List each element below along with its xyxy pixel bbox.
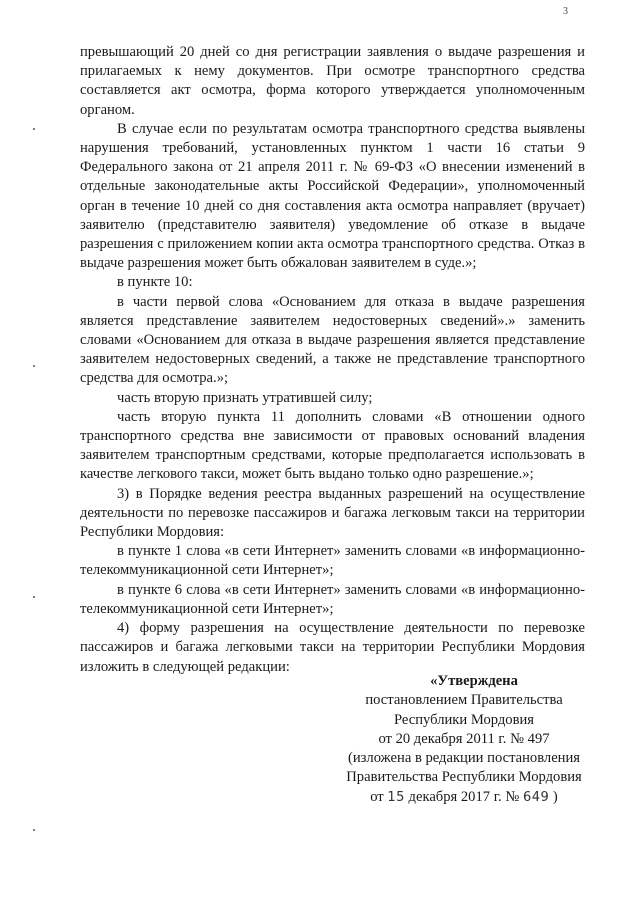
date-prefix: от (370, 788, 384, 805)
paragraph: 4) форму разрешения на осуществление деятельности по перевозке пассажиров и багажа легковыми такси на территории Республики Мордовия изложить в следующей редакции: (80, 620, 585, 675)
handwritten-day: 15 (387, 789, 405, 805)
approval-line: от 20 декабря 2011 г. № 497 (378, 730, 550, 747)
paragraph: в пункте 1 слова «в сети Интернет» заменить словами «в информационно-телекоммуникационной сети Интернет»; (80, 543, 585, 579)
paragraph: часть вторую признать утратившей силу; (117, 389, 373, 406)
date-suffix: ) (552, 788, 558, 805)
approval-line: (изложена в редакции постановления (347, 750, 581, 767)
paragraph: часть вторую пункта 11 дополнить словами «В отношении одного транспортного средства вне зависимости от правовых оснований владения заявителем транспортным средствами, которые предполагается использовать в качестве легкового такси, может быть выдано только одно разрешение.»; (80, 408, 585, 483)
paragraph: в части первой слова «Основанием для отказа в выдаче разрешения является представление заявителем недостоверных сведений».» заменить словами «Основанием для отказа в выдаче разрешения является представление заявителем недостоверных сведений, а также не представление транспортного средства для осмотра.»; (80, 293, 585, 387)
date-rest: декабря 2017 г. № (408, 788, 520, 805)
page-number: 3 (563, 6, 568, 17)
approval-title: «Утверждена (430, 673, 518, 689)
paragraph: В случае если по результатам осмотра транспортного средства выявлены нарушения требований, установленных пунктом 1 части 16 статьи 9 Федерального закона от 21 апреля 2011 г. № 69-ФЗ «О внесении изменений в отдельные законодательные акты Российской Федерации», уполномоченный орган в течение 10 дней со дня составления акта осмотра направляет (вручает) заявителю (представителю заявителя) уведомление об отказе в выдаче разрешения с приложением копии акта осмотра транспортного средства. Отказ в выдаче разрешения может быть обжалован заявителем в суде.»; (80, 120, 585, 272)
scan-speck (33, 829, 35, 831)
approval-stamp-block (314, 672, 614, 807)
handwritten-number: 649 (522, 789, 550, 805)
paragraph: в пункте 6 слова «в сети Интернет» заменить словами «в информационно-телекоммуникационной сети Интернет»; (80, 581, 585, 617)
document-body (80, 43, 585, 677)
scan-speck (33, 365, 35, 367)
paragraph: в пункте 10: (117, 274, 193, 291)
scan-speck (33, 596, 35, 598)
scan-speck (33, 128, 35, 130)
paragraph: превышающий 20 дней со дня регистрации заявления о выдаче разрешения и прилагаемых к нему документов. При осмотре транспортного средства составляется акт осмотра, форма которого утверждается уполномоченным органом. (80, 44, 585, 118)
approval-line: Республики Мордовия (393, 711, 534, 728)
approval-line: Правительства Республики Мордовия (346, 769, 582, 786)
approval-line: постановлением Правительства (365, 692, 563, 709)
approval-date-line (314, 788, 614, 807)
paragraph: 3) в Порядке ведения реестра выданных разрешений на осуществление деятельности по перевозке пассажиров и багажа легковым такси на территории Республики Мордовия: (80, 485, 585, 541)
